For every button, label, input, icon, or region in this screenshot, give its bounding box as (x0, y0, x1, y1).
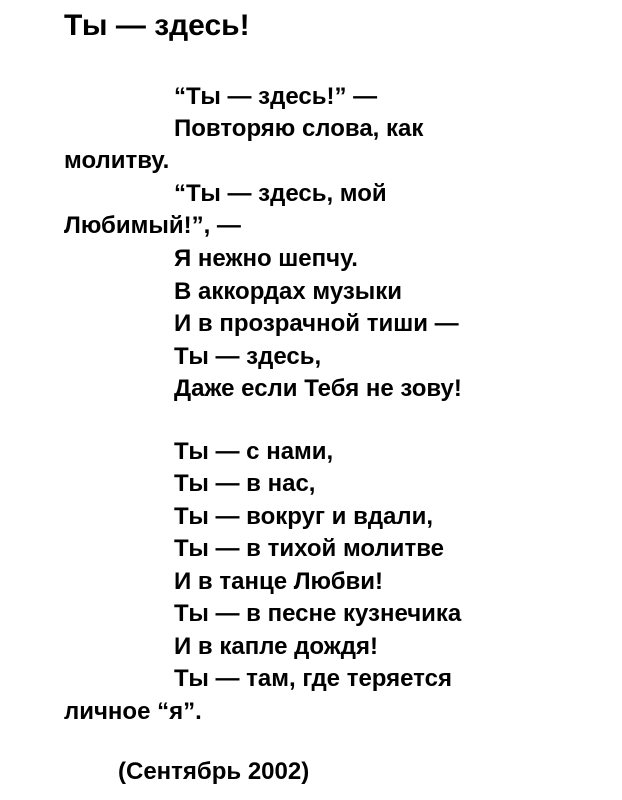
poem-line: личное “я”. (64, 698, 202, 725)
poem-line: Ты — там, где теряется (174, 665, 452, 692)
poem-line: И в танце Любви! (174, 568, 384, 595)
poem-date: (Сентябрь 2002) (118, 758, 310, 785)
poem-line: молитву. (64, 147, 170, 174)
poem-line: И в капле дождя! (174, 633, 378, 660)
poem-line: Ты — в тихой молитве (174, 535, 444, 562)
poem-line: Ты — здесь, (174, 343, 322, 370)
poem-line: Ты — с нами, (174, 438, 334, 465)
poem-line: Ты — вокруг и вдали, (174, 503, 434, 530)
poem-title: Ты — здесь! (64, 9, 250, 42)
poem-line: Даже если Тебя не зову! (174, 375, 462, 402)
poem-line: Ты — в нас, (174, 470, 316, 497)
poem-line: “Ты — здесь!” — (174, 83, 378, 110)
poem-line: Я нежно шепчу. (174, 245, 358, 272)
poem-line: Любимый!”, — (64, 212, 241, 239)
poem-line: “Ты — здесь, мой (174, 180, 387, 207)
poem-line: И в прозрачной тиши — (174, 310, 459, 337)
poem-line: Повторяю слова, как (174, 115, 424, 142)
poem-line: В аккордах музыки (174, 278, 403, 305)
poem-line: Ты — в песне кузнечика (174, 600, 462, 627)
